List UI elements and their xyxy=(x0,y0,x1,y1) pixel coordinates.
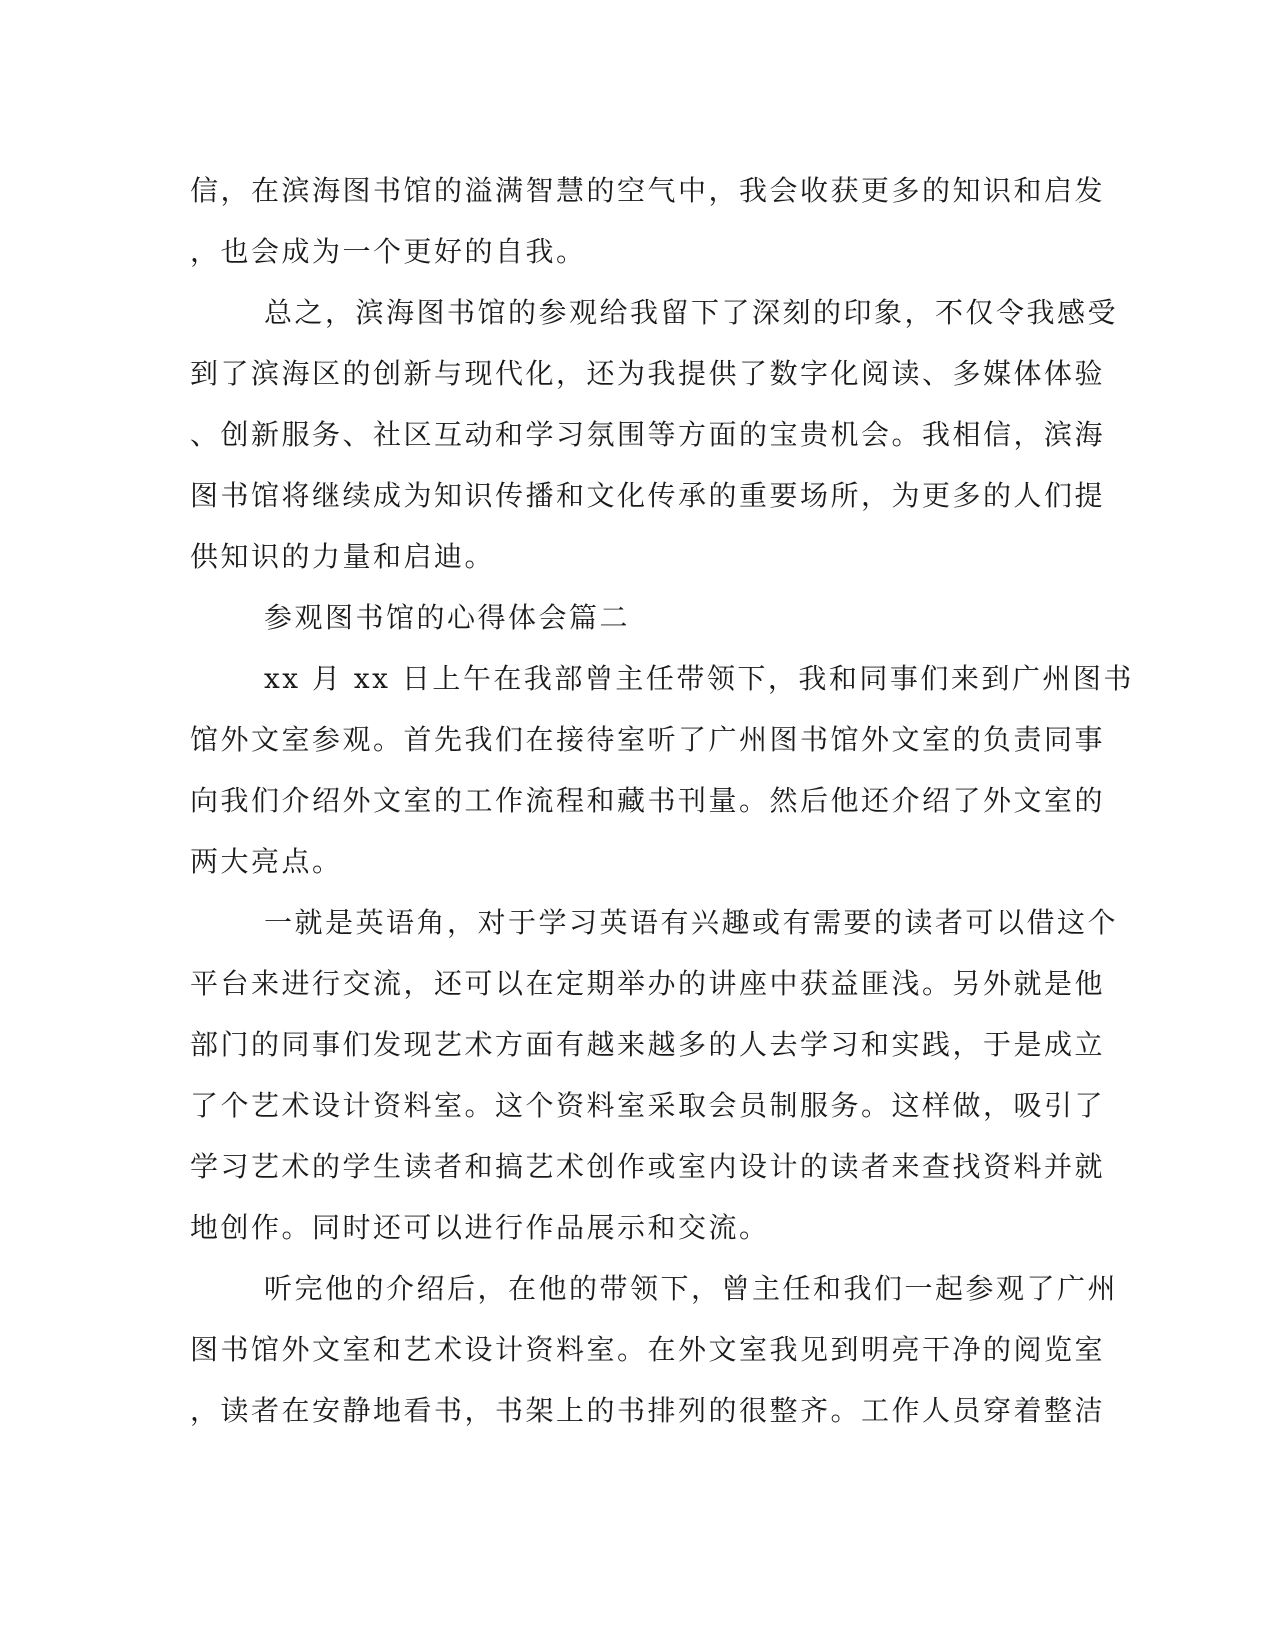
text-line: ，读者在安静地看书，书架上的书排列的很整齐。工作人员穿着整洁 xyxy=(190,1394,1106,1427)
text-line: xx 月 xx 日上午在我部曾主任带领下，我和同事们来到广州图书 xyxy=(264,662,1134,695)
document-body xyxy=(190,160,1134,1441)
text-line: 、创新服务、社区互动和学习氛围等方面的宝贵机会。我相信，滨海 xyxy=(190,418,1106,451)
text-line: 总之，滨海图书馆的参观给我留下了深刻的印象，不仅令我感受 xyxy=(264,296,1119,329)
text-line: 向我们介绍外文室的工作流程和藏书刊量。然后他还介绍了外文室的 xyxy=(190,784,1106,817)
text-line: 两大亮点。 xyxy=(190,845,343,878)
section-heading: 参观图书馆的心得体会篇二 xyxy=(264,601,631,634)
text-line: 了个艺术设计资料室。这个资料室采取会员制服务。这样做，吸引了 xyxy=(190,1089,1106,1122)
text-line: 平台来进行交流，还可以在定期举办的讲座中获益匪浅。另外就是他 xyxy=(190,967,1106,1000)
text-line: 图书馆将继续成为知识传播和文化传承的重要场所，为更多的人们提 xyxy=(190,479,1106,512)
text-line: 信，在滨海图书馆的溢满智慧的空气中，我会收获更多的知识和启发 xyxy=(190,174,1106,207)
text-line: 听完他的介绍后，在他的带领下，曾主任和我们一起参观了广州 xyxy=(264,1272,1119,1305)
text-line: 学习艺术的学生读者和搞艺术创作或室内设计的读者来查找资料并就 xyxy=(190,1150,1106,1183)
text-line: 到了滨海区的创新与现代化，还为我提供了数字化阅读、多媒体体验 xyxy=(190,357,1106,390)
text-line: 馆外文室参观。首先我们在接待室听了广州图书馆外文室的负责同事 xyxy=(190,723,1106,756)
text-line: 供知识的力量和启迪。 xyxy=(190,540,496,573)
text-line: 地创作。同时还可以进行作品展示和交流。 xyxy=(190,1211,770,1244)
text-line: 一就是英语角，对于学习英语有兴趣或有需要的读者可以借这个 xyxy=(264,906,1119,939)
text-line: ，也会成为一个更好的自我。 xyxy=(190,235,587,268)
text-line: 图书馆外文室和艺术设计资料室。在外文室我见到明亮干净的阅览室 xyxy=(190,1333,1106,1366)
text-line: 部门的同事们发现艺术方面有越来越多的人去学习和实践，于是成立 xyxy=(190,1028,1106,1061)
